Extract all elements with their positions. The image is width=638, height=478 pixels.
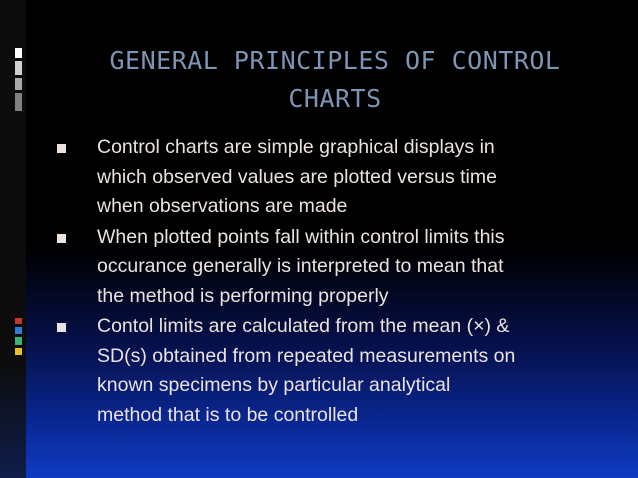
bullet-line: known specimens by particular analytical <box>97 374 451 396</box>
accent-bar <box>15 318 22 324</box>
square-bullet-icon <box>57 234 66 243</box>
bullet-line: Control charts are simple graphical displays in <box>97 136 495 158</box>
lower-accent-bars <box>15 318 22 358</box>
accent-bar <box>15 327 22 334</box>
square-bullet-icon <box>57 323 66 332</box>
upper-accent-bars <box>15 48 22 114</box>
bullet-line: method that is to be controlled <box>97 403 359 426</box>
accent-bar <box>15 348 22 355</box>
bullet-line: which observed values are plotted versus time <box>97 165 497 188</box>
bullet-line: occurance generally is interpreted to mean that <box>97 255 504 277</box>
slide-title <box>70 42 600 118</box>
left-strip-gradient <box>0 360 26 478</box>
slide-title-line: GENERAL PRINCIPLES OF CONTROL <box>109 46 561 75</box>
bullet-line: the method is performing properly <box>97 284 389 307</box>
square-bullet-icon <box>57 144 66 153</box>
bullet-line: SD(s) obtained from repeated measurements on <box>97 344 516 367</box>
accent-bar <box>15 93 22 111</box>
bullet-item <box>52 133 612 222</box>
accent-bar <box>15 48 22 58</box>
bullet-line: when observations are made <box>97 195 348 217</box>
accent-bar <box>15 78 22 90</box>
accent-bar <box>15 337 22 345</box>
bullet-item <box>52 312 612 430</box>
bullet-item <box>52 223 612 312</box>
slide-title-line: CHARTS <box>288 84 382 113</box>
accent-bar <box>15 61 22 75</box>
bullet-list <box>52 133 612 431</box>
bullet-line: Contol limits are calculated from the mean (×) & <box>97 315 510 337</box>
bullet-line: When plotted points fall within control limits this <box>97 225 505 248</box>
